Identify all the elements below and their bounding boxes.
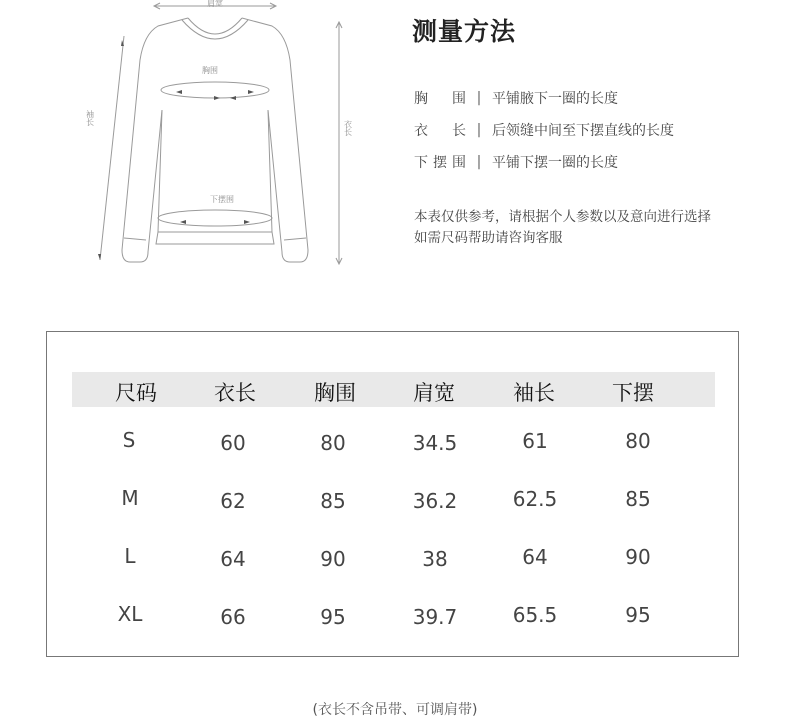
- size-table: [46, 331, 739, 657]
- header-length: 衣长: [214, 381, 256, 405]
- table-cell: 90: [625, 545, 651, 569]
- definition-row: [414, 114, 774, 146]
- label-shoulder: 肩宽: [207, 0, 223, 8]
- sleeve-arrow: [100, 36, 124, 260]
- definition-list: [414, 82, 774, 178]
- table-cell: 62: [220, 489, 246, 513]
- header-shoulder: 肩宽: [413, 381, 455, 405]
- definition-desc: 平铺下摆一圈的长度: [492, 155, 618, 171]
- table-cell: 60: [220, 431, 246, 455]
- sweater-sketch: [70, 0, 390, 275]
- definition-term: 下摆围: [414, 155, 466, 171]
- definition-desc: 后领缝中间至下摆直线的长度: [492, 123, 674, 139]
- label-sleeve: 袖长: [85, 110, 95, 126]
- note-line: 本表仅供参考，请根据个人参数以及意向进行选择: [414, 209, 711, 225]
- header-sleeve: 袖长: [513, 381, 555, 405]
- table-cell: L: [124, 544, 136, 568]
- table-cell: 80: [625, 429, 651, 453]
- neckline: [188, 18, 242, 34]
- sweater-diagram: [70, 0, 390, 275]
- table-cell: 95: [320, 605, 346, 629]
- definition-row: [414, 146, 774, 178]
- table-cell: 62.5: [512, 487, 558, 511]
- method-title: 测量方法: [412, 17, 517, 46]
- table-cell: 64: [220, 547, 246, 571]
- table-cell: 66: [220, 605, 246, 629]
- table-cell: 95: [625, 603, 651, 627]
- label-length: 衣长: [343, 120, 353, 136]
- hem-measure: [158, 210, 272, 226]
- note-line: 如需尺码帮助请咨询客服: [414, 230, 563, 246]
- table-cell: 85: [625, 487, 651, 511]
- separator: |: [476, 90, 482, 106]
- definition-desc: 平铺腋下一圈的长度: [492, 91, 618, 107]
- header-chest: 胸围: [314, 381, 356, 405]
- table-cell: 65.5: [512, 603, 558, 627]
- definition-row: [414, 82, 774, 114]
- separator: |: [476, 122, 482, 138]
- definition-term: 衣长: [414, 123, 466, 139]
- chest-measure: [161, 82, 269, 98]
- table-cell: 90: [320, 547, 346, 571]
- table-cell: 34.5: [412, 431, 458, 455]
- separator: |: [476, 154, 482, 170]
- table-cell: 80: [320, 431, 346, 455]
- label-chest: 胸围: [202, 66, 218, 75]
- table-cell: S: [122, 428, 136, 452]
- header-hem: 下摆: [612, 381, 654, 405]
- table-cell: 61: [522, 429, 548, 453]
- table-cell: XL: [117, 602, 143, 626]
- table-cell: 85: [320, 489, 346, 513]
- table-cell: 39.7: [412, 605, 458, 629]
- footnote: (衣长不含吊带、可调肩带): [312, 702, 478, 718]
- table-cell: 64: [522, 545, 548, 569]
- definition-term: 胸围: [414, 91, 466, 107]
- header-size: 尺码: [115, 381, 157, 405]
- label-hem: 下摆围: [210, 195, 234, 204]
- table-cell: M: [121, 486, 139, 510]
- table-cell: 36.2: [412, 489, 458, 513]
- table-cell: 38: [422, 547, 448, 571]
- reference-note: [414, 207, 711, 249]
